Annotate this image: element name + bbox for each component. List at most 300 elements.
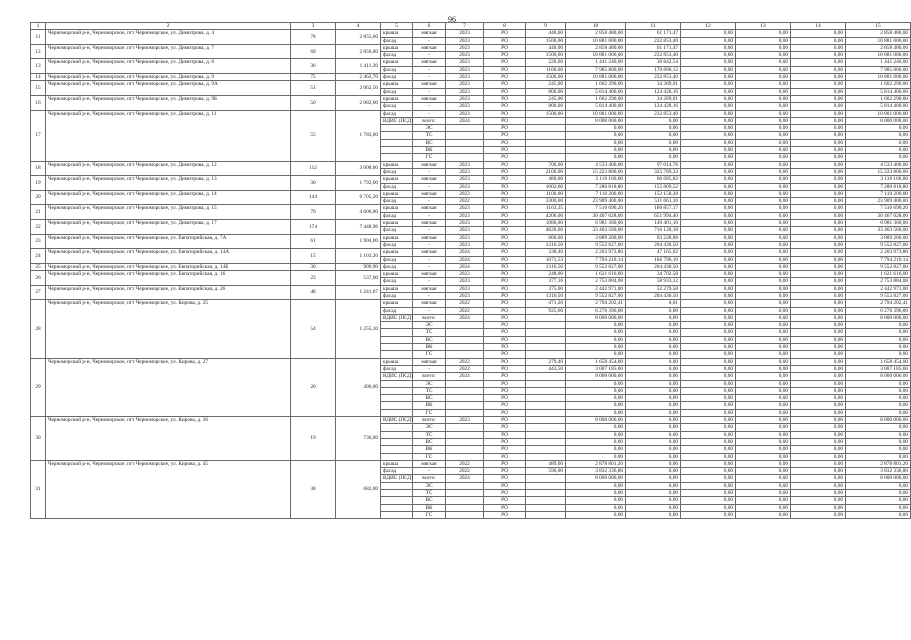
material-cell: ТС	[413, 431, 446, 438]
cost-per-unit-cell: 0,00	[626, 402, 681, 409]
apartments-cell: 30	[291, 263, 336, 270]
total-cell: 10 881 000,00	[846, 37, 911, 44]
work-type-cell: фасад	[381, 468, 413, 475]
col13-cell: 0,00	[736, 387, 791, 394]
table-row	[31, 95, 911, 102]
material-cell: ВС	[413, 139, 446, 146]
fund-cell: РО	[484, 59, 526, 66]
col13-cell: 0,00	[736, 373, 791, 380]
work-type-cell	[381, 351, 413, 358]
col13-cell: 0,00	[736, 417, 791, 424]
col14-cell: 0,00	[791, 358, 846, 365]
col14-cell: 0,00	[791, 446, 846, 453]
header-cell: 1	[31, 23, 46, 30]
volume-cell: 4620,00	[526, 227, 566, 234]
volume-cell: 1100,00	[526, 66, 566, 73]
col12-cell: 0,00	[681, 278, 736, 285]
row-number-cell: 23	[31, 234, 46, 249]
col12-cell: 0,00	[681, 117, 736, 124]
col14-cell: 0,00	[791, 256, 846, 263]
total-cell: 7 794 210,14	[846, 256, 911, 263]
year-cell: 2023	[446, 278, 484, 285]
year-cell: 2023	[446, 37, 484, 44]
work-type-cell	[381, 125, 413, 132]
total-cell: 3 889 200,00	[846, 234, 911, 241]
cost-per-unit-cell: 232 853,40	[626, 74, 681, 81]
material-cell: -	[413, 365, 446, 372]
col13-cell: 0,00	[736, 161, 791, 168]
col12-cell: 0,00	[681, 490, 736, 497]
col13-cell: 0,00	[736, 117, 791, 124]
col12-cell: 0,00	[681, 81, 736, 88]
fund-cell: РО	[484, 424, 526, 431]
total-cell: 7 985 800,00	[846, 66, 911, 73]
col14-cell: 0,00	[791, 241, 846, 248]
col14-cell: 0,00	[791, 482, 846, 489]
apartments-cell: 30	[291, 176, 336, 191]
col14-cell: 0,00	[791, 176, 846, 183]
total-cell: 7 280 818,80	[846, 183, 911, 190]
apartments-cell: 78	[291, 30, 336, 45]
table-row	[31, 249, 911, 256]
volume-cell	[526, 154, 566, 161]
address-cell: Черноморский р-н, Черноморское, пгт Черноморское, ул. Евпаторийская, д. 14Б	[46, 263, 291, 270]
volume-cell: 440,00	[526, 44, 566, 51]
col13-cell: 0,00	[736, 446, 791, 453]
material-cell: -	[413, 468, 446, 475]
col12-cell: 0,00	[681, 475, 736, 482]
cost-per-unit-cell: 61 171,47	[626, 44, 681, 51]
cost-per-unit-cell: 0,00	[626, 446, 681, 453]
work-type-cell: фасад	[381, 103, 413, 110]
cost-per-unit-cell: 232 853,40	[626, 110, 681, 117]
cost-per-unit-cell: 34 289,01	[626, 95, 681, 102]
fund-cell: РО	[484, 249, 526, 256]
year-cell	[446, 344, 484, 351]
col12-cell: 0,00	[681, 66, 736, 73]
fund-cell: РО	[484, 190, 526, 197]
material-cell: мягкая	[413, 161, 446, 168]
col12-cell: 0,00	[681, 52, 736, 59]
cost-per-unit-cell: 160 857,17	[626, 205, 681, 212]
cost-cell: 1 441 240,00	[566, 59, 626, 66]
row-number-cell: 25	[31, 263, 46, 270]
work-type-cell	[381, 482, 413, 489]
table-row	[31, 263, 911, 270]
year-cell	[446, 511, 484, 518]
area-cell: 2 462,70	[336, 74, 381, 81]
volume-cell: 489,60	[526, 460, 566, 467]
work-type-cell: фасад	[381, 278, 413, 285]
volume-cell: 377,16	[526, 278, 566, 285]
cost-per-unit-cell: 170 896,12	[626, 66, 681, 73]
row-number-cell: 28	[31, 300, 46, 358]
area-cell: 490,00	[336, 358, 381, 416]
col12-cell: 0,00	[681, 125, 736, 132]
volume-cell	[526, 373, 566, 380]
fund-cell: РО	[484, 154, 526, 161]
col14-cell: 0,00	[791, 387, 846, 394]
col14-cell: 0,00	[791, 329, 846, 336]
year-cell	[446, 409, 484, 416]
col14-cell: 0,00	[791, 468, 846, 475]
fund-cell: РО	[484, 205, 526, 212]
year-cell: 2023	[446, 168, 484, 175]
year-cell: 2023	[446, 161, 484, 168]
volume-cell	[526, 417, 566, 424]
work-type-cell: крыша	[381, 161, 413, 168]
total-cell: 3 116 160,00	[846, 176, 911, 183]
cost-cell: 0,00	[566, 409, 626, 416]
col14-cell: 0,00	[791, 307, 846, 314]
table-row	[31, 59, 911, 66]
fund-cell: РО	[484, 147, 526, 154]
cost-cell: 1 602 290,00	[566, 81, 626, 88]
material-cell: -	[413, 52, 446, 59]
col12-cell: 0,00	[681, 88, 736, 95]
col14-cell: 0,00	[791, 52, 846, 59]
fund-cell: РО	[484, 336, 526, 343]
cost-per-unit-cell: 0,00	[626, 125, 681, 132]
year-cell: 2023	[446, 81, 484, 88]
col14-cell: 0,00	[791, 438, 846, 445]
total-cell: 0,00	[846, 395, 911, 402]
col13-cell: 0,00	[736, 497, 791, 504]
cost-per-unit-cell: 0,00	[626, 358, 681, 365]
year-cell	[446, 322, 484, 329]
year-cell	[446, 387, 484, 394]
cost-per-unit-cell: 124 428,16	[626, 103, 681, 110]
fund-cell: РО	[484, 351, 526, 358]
volume-cell: 245,00	[526, 81, 566, 88]
volume-cell	[526, 490, 566, 497]
row-number-cell: 18	[31, 161, 46, 176]
volume-cell	[526, 314, 566, 321]
row-number-cell: 12	[31, 44, 46, 59]
year-cell: 2023	[446, 205, 484, 212]
total-cell: 0,00	[846, 344, 911, 351]
col12-cell: 0,00	[681, 322, 736, 329]
col13-cell: 0,00	[736, 380, 791, 387]
year-cell: 2023	[446, 241, 484, 248]
total-cell: 0,00	[846, 490, 911, 497]
year-cell: 2022	[446, 460, 484, 467]
cost-cell: 2 858 480,00	[566, 44, 626, 51]
cost-per-unit-cell: 83 228,88	[626, 234, 681, 241]
address-cell: Черноморский р-н, Черноморское, пгт Черноморское, ул. Димитрова, д. 13	[46, 176, 291, 191]
year-cell	[446, 139, 484, 146]
cost-cell: 6 276 396,00	[566, 307, 626, 314]
material-cell: ВС	[413, 395, 446, 402]
total-cell: 9 552 827,00	[846, 241, 911, 248]
col12-cell: 0,00	[681, 482, 736, 489]
col13-cell: 0,00	[736, 249, 791, 256]
col14-cell: 0,00	[791, 344, 846, 351]
col14-cell: 0,00	[791, 59, 846, 66]
col13-cell: 0,00	[736, 314, 791, 321]
col12-cell: 0,00	[681, 365, 736, 372]
row-number-cell: 11	[31, 30, 46, 45]
cost-per-unit-cell: 0,00	[626, 475, 681, 482]
cost-cell: 10 881 000,00	[566, 52, 626, 59]
header-cell: 13	[736, 23, 791, 30]
col14-cell: 0,00	[791, 220, 846, 227]
col14-cell: 0,00	[791, 409, 846, 416]
apartments-cell: 38	[291, 460, 336, 518]
cost-per-unit-cell: 0,00	[626, 351, 681, 358]
year-cell	[446, 380, 484, 387]
year-cell	[446, 147, 484, 154]
col14-cell: 0,00	[791, 154, 846, 161]
volume-cell: 1002,60	[526, 183, 566, 190]
area-cell: 1 255,10	[336, 300, 381, 358]
material-cell: мягкая	[413, 81, 446, 88]
volume-cell: 1500,00	[526, 37, 566, 44]
col12-cell: 0,00	[681, 504, 736, 511]
fund-cell: РО	[484, 431, 526, 438]
material-cell: ВК	[413, 147, 446, 154]
area-cell: 2 855,60	[336, 30, 381, 45]
col13-cell: 0,00	[736, 256, 791, 263]
volume-cell	[526, 322, 566, 329]
material-cell: -	[413, 110, 446, 117]
work-type-cell	[381, 387, 413, 394]
cost-per-unit-cell: 0,00	[626, 132, 681, 139]
work-type-cell: фасад	[381, 307, 413, 314]
fund-cell: РО	[484, 460, 526, 467]
col13-cell: 0,00	[736, 205, 791, 212]
header-cell: 7	[446, 23, 484, 30]
volume-cell	[526, 504, 566, 511]
col13-cell: 0,00	[736, 95, 791, 102]
total-cell: 9 552 827,00	[846, 263, 911, 270]
address-cell: Черноморский р-н, Черноморское, пгт Черноморское, ул. Евпаторийская, д. 14А	[46, 249, 291, 264]
work-type-cell: фасад	[381, 198, 413, 205]
area-cell: 2 856,00	[336, 44, 381, 59]
apartments-cell: 20	[291, 358, 336, 416]
col14-cell: 0,00	[791, 460, 846, 467]
col12-cell: 0,00	[681, 380, 736, 387]
volume-cell: 1080,00	[526, 220, 566, 227]
volume-cell: 1500,00	[526, 52, 566, 59]
cost-per-unit-cell: 0,00	[626, 336, 681, 343]
cost-cell: 0,00	[566, 402, 626, 409]
col12-cell: 0,00	[681, 329, 736, 336]
cost-cell: 3 889 200,00	[566, 234, 626, 241]
col13-cell: 0,00	[736, 344, 791, 351]
material-cell: ТС	[413, 490, 446, 497]
col13-cell: 0,00	[736, 395, 791, 402]
fund-cell: РО	[484, 256, 526, 263]
col14-cell: 0,00	[791, 424, 846, 431]
address-cell: Черноморский р-н, Черноморское, пгт Черноморское, ул. Димитрова, д. 9	[46, 74, 291, 81]
col12-cell: 0,00	[681, 336, 736, 343]
material-cell: мягкая	[413, 44, 446, 51]
address-cell: Черноморский р-н, Черноморское, пгт Черноморское, ул. Кирова, д. 36	[46, 417, 291, 461]
material-cell: ГС	[413, 511, 446, 518]
total-cell: 8 000 000,00	[846, 475, 911, 482]
volume-cell: 1073,53	[526, 256, 566, 263]
apartments-cell: 50	[291, 95, 336, 110]
cost-per-unit-cell: 651 994,40	[626, 212, 681, 219]
material-cell: ВС	[413, 497, 446, 504]
cost-cell: 8 000 000,00	[566, 373, 626, 380]
apartments-cell: 69	[291, 44, 336, 59]
total-cell: 0,00	[846, 424, 911, 431]
material-cell: ГС	[413, 154, 446, 161]
col13-cell: 0,00	[736, 183, 791, 190]
col12-cell: 0,00	[681, 168, 736, 175]
volume-cell: 4206,00	[526, 212, 566, 219]
col13-cell: 0,00	[736, 278, 791, 285]
apartments-cell: 112	[291, 161, 336, 176]
address-cell: Черноморский р-н, Черноморское, пгт Черноморское, ул. Димитрова, д. 11	[46, 110, 291, 161]
col12-cell: 0,00	[681, 511, 736, 518]
work-type-cell	[381, 344, 413, 351]
apartments-cell: 19	[291, 417, 336, 461]
total-cell: 4 533 400,00	[846, 161, 911, 168]
material-cell: всего:	[413, 314, 446, 321]
work-type-cell: крыша	[381, 460, 413, 467]
fund-cell: РО	[484, 161, 526, 168]
total-cell: 5 814 400,00	[846, 88, 911, 95]
volume-cell	[526, 139, 566, 146]
cost-cell: 3 007 185,60	[566, 365, 626, 372]
cost-per-unit-cell: 47 165,02	[626, 249, 681, 256]
col14-cell: 0,00	[791, 395, 846, 402]
col13-cell: 0,00	[736, 59, 791, 66]
material-cell: ВК	[413, 446, 446, 453]
col13-cell: 0,00	[736, 511, 791, 518]
work-type-cell	[381, 453, 413, 460]
area-cell: 909,90	[336, 263, 381, 270]
col14-cell: 0,00	[791, 475, 846, 482]
fund-cell: РО	[484, 125, 526, 132]
fund-cell: РО	[484, 314, 526, 321]
col12-cell: 0,00	[681, 183, 736, 190]
cost-cell: 9 552 827,00	[566, 263, 626, 270]
fund-cell: РО	[484, 271, 526, 278]
row-number-cell: 17	[31, 110, 46, 161]
fund-cell: РО	[484, 132, 526, 139]
cost-cell: 0,00	[566, 387, 626, 394]
cost-cell: 9 552 827,00	[566, 292, 626, 299]
fund-cell: РО	[484, 176, 526, 183]
col12-cell: 0,00	[681, 292, 736, 299]
row-number-cell: 24	[31, 249, 46, 264]
work-type-cell	[381, 395, 413, 402]
area-cell: 1 792,00	[336, 176, 381, 191]
col14-cell: 0,00	[791, 511, 846, 518]
address-cell: Черноморский р-н, Черноморское, пгт Черноморское, ул. Димитрова, д. 7	[46, 44, 291, 59]
cost-per-unit-cell: 0,00	[626, 490, 681, 497]
col12-cell: 0,00	[681, 460, 736, 467]
col13-cell: 0,00	[736, 307, 791, 314]
material-cell: мягкая	[413, 271, 446, 278]
col14-cell: 0,00	[791, 125, 846, 132]
cost-cell: 2 794 202,41	[566, 300, 626, 307]
cost-cell: 1 602 290,00	[566, 95, 626, 102]
cost-cell: 0,00	[566, 125, 626, 132]
year-cell: 2023	[446, 190, 484, 197]
col12-cell: 0,00	[681, 59, 736, 66]
col13-cell: 0,00	[736, 358, 791, 365]
cost-cell: 4 533 400,00	[566, 161, 626, 168]
header-cell: 8	[484, 23, 526, 30]
table-body	[31, 23, 911, 519]
material-cell: ВК	[413, 402, 446, 409]
col14-cell: 0,00	[791, 198, 846, 205]
cost-cell: 0,00	[566, 504, 626, 511]
total-cell: 0,00	[846, 438, 911, 445]
work-type-cell	[381, 132, 413, 139]
volume-cell: 590,00	[526, 468, 566, 475]
cost-per-unit-cell: 61 171,47	[626, 30, 681, 37]
year-cell: 2024	[446, 249, 484, 256]
col14-cell: 0,00	[791, 168, 846, 175]
total-cell: 0,00	[846, 336, 911, 343]
col14-cell: 0,00	[791, 132, 846, 139]
cost-per-unit-cell: 716 120,18	[626, 227, 681, 234]
year-cell: 2023	[446, 66, 484, 73]
volume-cell	[526, 147, 566, 154]
col14-cell: 0,00	[791, 314, 846, 321]
table-row	[31, 30, 911, 37]
volume-cell	[526, 431, 566, 438]
address-cell: Черноморский р-н, Черноморское, пгт Черноморское, ул. Димитрова, д. 9Б	[46, 95, 291, 110]
volume-cell: 248,00	[526, 271, 566, 278]
header-cell: 5	[381, 23, 413, 30]
col12-cell: 0,00	[681, 205, 736, 212]
cost-per-unit-cell: 34 702,58	[626, 271, 681, 278]
col12-cell: 0,00	[681, 95, 736, 102]
header-cell: 6	[413, 23, 446, 30]
total-cell: 15 223 800,00	[846, 168, 911, 175]
cost-cell: 0,00	[566, 147, 626, 154]
volume-cell	[526, 117, 566, 124]
volume-cell	[526, 511, 566, 518]
year-cell	[446, 453, 484, 460]
volume-cell	[526, 409, 566, 416]
apartments-cell: 75	[291, 74, 336, 81]
material-cell: мягкая	[413, 176, 446, 183]
volume-cell	[526, 446, 566, 453]
area-cell: 1 411,20	[336, 59, 381, 74]
fund-cell: РО	[484, 402, 526, 409]
cost-cell: 0,00	[566, 490, 626, 497]
col14-cell: 0,00	[791, 292, 846, 299]
col13-cell: 0,00	[736, 365, 791, 372]
work-type-cell	[381, 139, 413, 146]
col12-cell: 0,00	[681, 497, 736, 504]
col14-cell: 0,00	[791, 81, 846, 88]
col14-cell: 0,00	[791, 183, 846, 190]
cost-per-unit-cell: 0,00	[626, 344, 681, 351]
work-type-cell: крыша	[381, 234, 413, 241]
cost-per-unit-cell: 66 685,82	[626, 176, 681, 183]
col13-cell: 0,00	[736, 300, 791, 307]
col13-cell: 0,00	[736, 271, 791, 278]
col14-cell: 0,00	[791, 103, 846, 110]
cost-cell: 1 658 454,00	[566, 358, 626, 365]
cost-cell: 0,00	[566, 438, 626, 445]
col13-cell: 0,00	[736, 110, 791, 117]
table-row	[31, 176, 911, 183]
row-number-cell: 29	[31, 358, 46, 416]
col14-cell: 0,00	[791, 373, 846, 380]
year-cell: 2023	[446, 183, 484, 190]
total-cell: 0,00	[846, 147, 911, 154]
